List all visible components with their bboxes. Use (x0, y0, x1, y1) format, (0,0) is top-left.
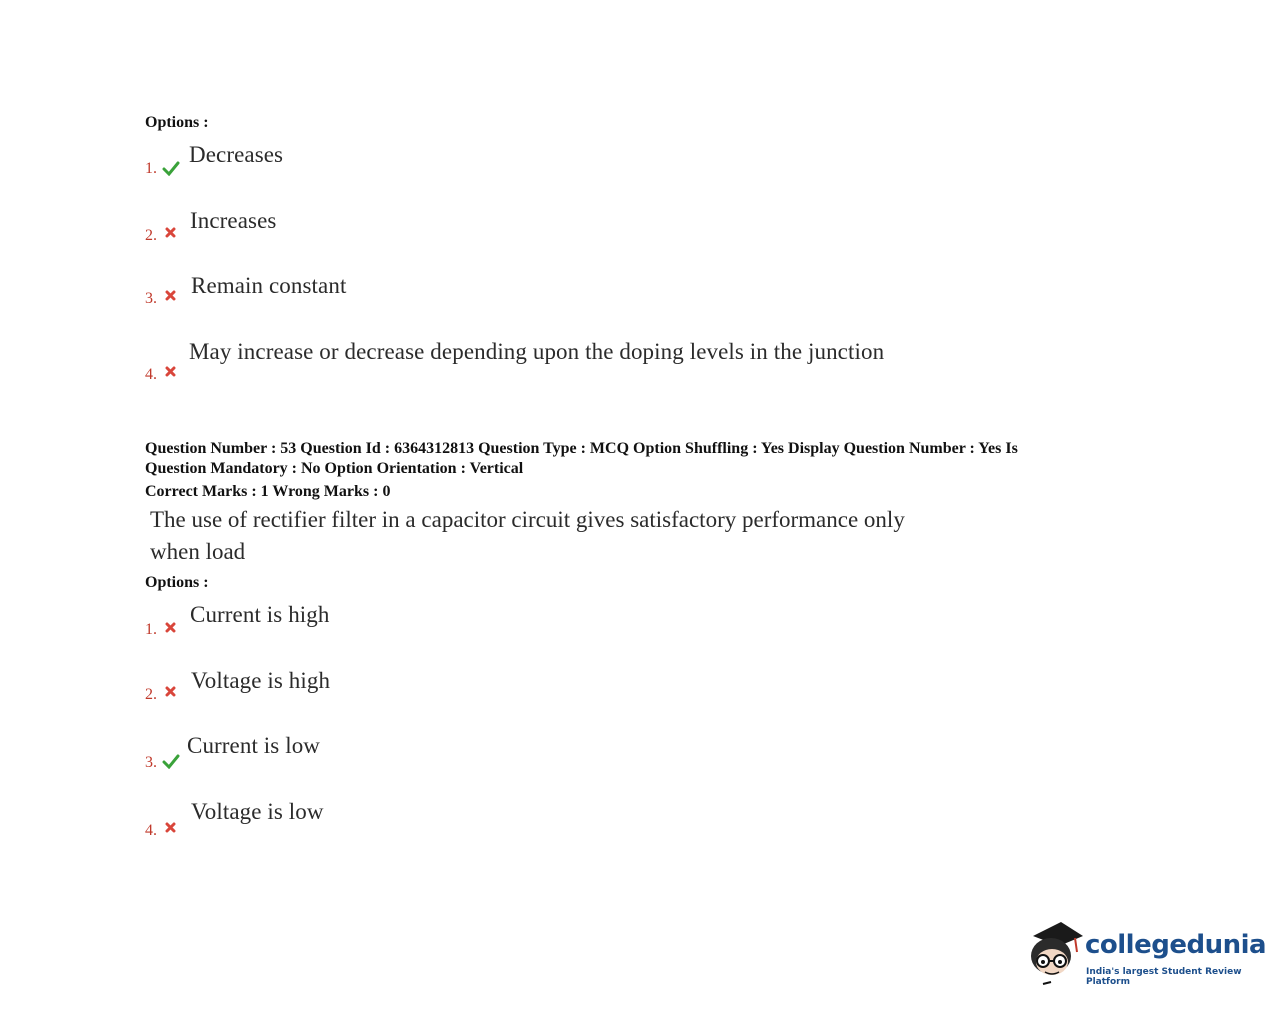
option-text: Remain constant (191, 273, 347, 298)
option-number: 4. (145, 366, 157, 383)
cross-icon (165, 622, 176, 633)
cross-icon (165, 822, 176, 833)
question-meta-line: Question Mandatory : No Option Orientation : Vertical (145, 460, 524, 477)
brand-name: collegedunia (1085, 930, 1267, 960)
check-icon (162, 160, 180, 176)
option-number: 2. (145, 227, 157, 244)
cross-icon (165, 290, 176, 301)
marks-info: Correct Marks : 1 Wrong Marks : 0 (145, 483, 391, 500)
cross-icon (165, 366, 176, 377)
collegedunia-logo (1025, 918, 1267, 988)
question-text-line: The use of rectifier filter in a capacitor circuit gives satisfactory performance only (150, 507, 905, 532)
options-label: Options : (145, 574, 209, 591)
option-text: Voltage is low (191, 799, 324, 824)
option-text: Voltage is high (191, 668, 331, 693)
cross-icon (165, 227, 176, 238)
question-text (150, 504, 1050, 568)
option-text: Current is low (187, 733, 320, 758)
option-number: 1. (145, 621, 157, 638)
cross-icon (165, 686, 176, 697)
option-number: 2. (145, 686, 157, 703)
option-text: Increases (190, 208, 277, 233)
option-text: Current is high (190, 602, 330, 627)
brand-tagline: India's largest Student Review Platform (1086, 967, 1242, 987)
option-number: 1. (145, 160, 157, 177)
option-number: 4. (145, 822, 157, 839)
question-meta (145, 439, 1145, 479)
question-text-line: when load (150, 539, 246, 564)
option-text: Decreases (189, 142, 284, 167)
check-icon (162, 753, 180, 769)
mascot-icon (1025, 918, 1083, 988)
option-number: 3. (145, 754, 157, 771)
option-number: 3. (145, 290, 157, 307)
question-meta-line: Question Number : 53 Question Id : 6364312813 Question Type : MCQ Option Shuffling : Yes Display Question Number : Yes Is (145, 440, 1018, 457)
options-label: Options : (145, 114, 209, 131)
option-text: May increase or decrease depending upon the doping levels in the junction (189, 339, 885, 364)
